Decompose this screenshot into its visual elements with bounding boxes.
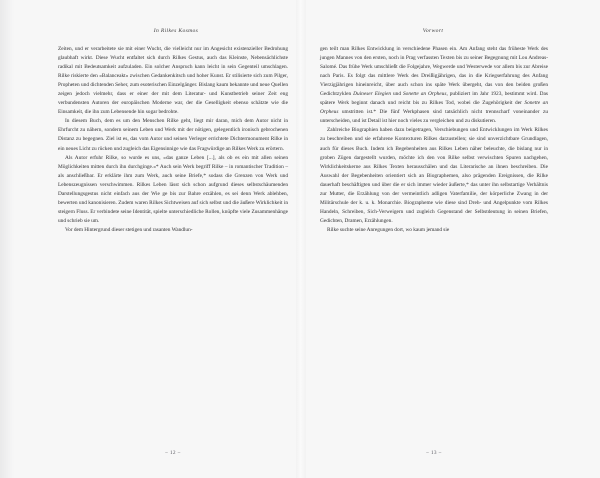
left-page-number: – 12 – — [165, 451, 181, 456]
left-running-head: In Rilkes Kosmos — [153, 28, 199, 34]
right-page-number: – 13 – — [426, 451, 442, 456]
left-page-body — [58, 45, 288, 235]
right-page-text-block — [320, 24, 548, 444]
paragraph: Zahlreiche Biographien haben dazu beigetragen, Verschiebungen und Entwicklungen im Werk Rilkes zu beschreiben und sie erfahrene Kontexturen Rilkes darzustellen; sie sind unverzichtbare Grundlagen, auch für dieses Buch. Indem ich Begebenheiten aus Rilkes Leben näher beleuchte, die bislang nur in groben Zügen dargestellt wurden, möchte ich den von Rilke selbst verwischten Spuren nachgehen, Wirklichkeitskerne aus Rilkes Texten herausschälen und das Literarische an ihnen beschreiben. Die Auswahl der Begebenheiten orientiert sich an Biographemen, also prägenden Ereignissen, die Rilke dauerhaft beschäftigten und über die er sich immer wieder äußerte,* das unter ihn selbstartige Verhältnis zur Mutter, die Erzählung von der vermeintlich adligen Vaterfamilie, der körperliche Zwang in der Militärschule der k. u. k. Monarchie. Biographeme wie diese sind Dreh- und Angelpunkte vom Rilkes Handeln, Schreiben, Sich-Verweigern und zugleich Gegenstand der Selbstdeutung in seinen Briefen, Gedichten, Dramen, Erzählungen. — [320, 127, 548, 224]
right-page-body — [320, 45, 548, 235]
paragraph: Als Autor erfuhr Rilke, so wurde es uns, »das ganze Leben [...], als ob es ein mit allen seinen Möglichkeiten mitten durch ihn durchginge.«* Auch sein Werk begriff Rilke – in romantischer Tradition – als anschließbar. Er erklärte ihm zum Werk, auch seine Briefe,* sodass die Grenzen von Werk und Lebenszeugnissen verschwimmen. Rilkes Leben lässt sich schon aufgrund dieses selbstschäumenden Darstellungsgestus nicht einfach aus der Wie ge bis zur Bahre erzählen, es sei denn Werk ablehben, bewerten und kanonisieren. Zudem waren Rilkes Sichtweisen auf sich selbst und die äußere Wirklichkeit in steigern Fluss. Er verbindete seine Identität, spielte unterschiedliche Rollen, knüpfte viele Zusammenhänge und schrieb sie um. — [58, 154, 288, 224]
paragraph: Rilke suchte seine Anregungen dort, wo kaum jemand sie — [327, 226, 450, 233]
left-page-text-block — [58, 24, 288, 444]
paragraph: Vor dem Hintergrund dieser stetigen und rasanten Wandlun- — [65, 226, 193, 233]
right-running-head: Vorwort — [422, 28, 444, 34]
right-page — [300, 0, 600, 478]
paragraph: Zeiten, und er verarbeitete sie mit einer Wucht, die vielleicht nur im Angesicht existenzieller Bedrohung glaubhaft wirkt. Diese Wucht entfaltet sich durch Rilkes Gestus, auch das Kleinste, Nebensächlichste radikal mit Bedeutsamkeit aufzuladen. Ein solcher Anspruch kann leicht in sein Gegenteil umschlagen. Rilke riskierte den »Balanceakt« zwischen Gedankenkitsch und hoher Kunst. Er stilisierte sich zum Pilger, Propheten und dichtenden Seher, zum esoterischen Einzelgänger. Bislang kaum bekannte und neue Quellen zeigen jedoch vielmehr, dass er einer der mit dem Literatur- und Kunstbetrieb seiner Zeit eng verbundensten Autoren der europäischen Moderne war, der die Geselligkeit ebenso schätzte wie die Einsamkeit, die ihn zum Lebensende hin sogar bedrohte. — [58, 46, 288, 116]
paragraph: gen teilt man Rilkes Entwicklung in verschiedene Phasen ein. Am Anfang steht das früheste Werk des jungen Mannes von den ersten, noch in Prag verfassten Texten bis zu seiner Begegnung mit Lou Andreas-Salomé. Das frühe Werk umschließt die Folgejahre, Wegwerde und Westerwede vor allem bis zur Abreise nach Paris. Es folgt das mittlere Werk des Dreißigjährigen, das in die Kriegserfahrung des Anfang Vierzigjährigen hineinreicht, über auch schon ins späte Werk übergeht, das von den beiden großen Gedichtzyklen Duineser Elegien und Sonette an Orpheus, publiziert im Jahr 1923, bestimmt wird. Das spätere Werk beginnt danach und reicht bis zu Rilkes Tod, wobei die Zugehörigkeit der Sonette an Orpheus umstritten ist.* Die fünf Werkphasen sind tatsächlich nicht trennscharf voneinander zu unterscheiden, und ist Detail ist hier noch vieles zu vergleichen und zu diskutieren. — [320, 46, 548, 125]
paragraph: In diesem Buch, dem es um den Menschen Rilke geht, liegt mir daran, mich dem Autor nicht in Ehrfurcht zu nähern, sondern seinem Leben und Werk mit der nötigen, gelegentlich ironisch gebrochenen Distanz zu begegnen. Ziel ist es, das vom Autor und seinen Verleger errichtete Dichtermonument Rilke in ein neues Licht zu rücken und zugleich das Eigensinnige wie das Fragwürdige an Rilkes Werk zu erörtern. — [58, 118, 288, 152]
